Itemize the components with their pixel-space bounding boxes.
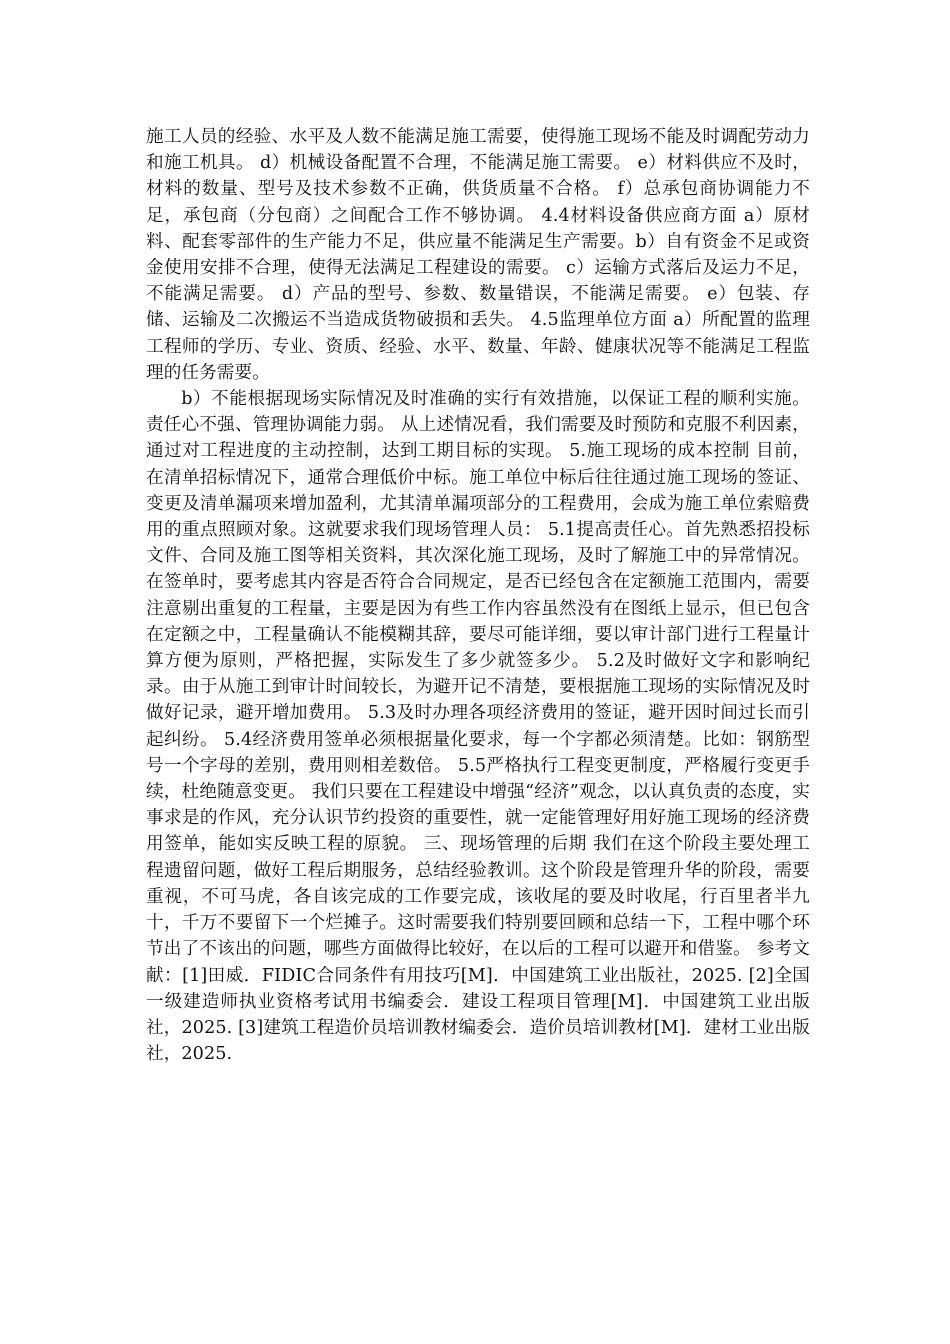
- paragraph-1: 施工人员的经验、水平及人数不能满足施工需要，使得施工现场不能及时调配劳动力和施工机具。 d）机械设备配置不合理，不能满足施工需要。 e）材料供应不及时，材料的数量、型号及技术参数不正确，供货质量不合格。 f）总承包商协调能力不足，承包商（分包商）之间配合工作不够协调。 4.4材料设备供应商方面 a）原材料、配套零部件的生产能力不足，供应量不能满足生产需要。b）自有资金不足或资金使用安排不合理，使得无法满足工程建设的需要。 c）运输方式落后及运力不足，不能满足需要。 d）产品的型号、参数、数量错误，不能满足需要。 e）包装、存储、运输及二次搬运不当造成货物破损和丢失。 4.5监理单位方面 a）所配置的监理工程师的学历、专业、资质、经验、水平、数量、年龄、健康状况等不能满足工程监理的任务需要。: [146, 127, 810, 383]
- paragraph-2: b）不能根据现场实际情况及时准确的实行有效措施，以保证工程的顺利实施。责任心不强、管理协调能力弱。 从上述情况看，我们需要及时预防和克服不利因素，通过对工程进度的主动控制，达到工期目标的实现。 5.施工现场的成本控制 目前，在清单招标情况下，通常合理低价中标。施工单位中标后往往通过施工现场的签证、变更及清单漏项来增加盈利，尤其清单漏项部分的工程费用，会成为施工单位索赔费用的重点照顾对象。这就要求我们现场管理人员： 5.1提高责任心。首先熟悉招投标文件、合同及施工图等相关资料，其次深化施工现场，及时了解施工中的异常情况。在签单时，要考虑其内容是否符合合同规定，是否已经包含在定额施工范围内，需要注意剔出重复的工程量，主要是因为有些工作内容虽然没有在图纸上显示，但已包含在定额之中，工程量确认不能模糊其辞，要尽可能详细，要以审计部门进行工程量计算方便为原则，严格把握，实际发生了多少就签多少。 5.2及时做好文字和影响纪录。由于从施工到审计时间较长，为避开记不清楚，要根据施工现场的实际情况及时做好记录，避开增加费用。 5.3及时办理各项经济费用的签证，避开因时间过长而引起纠纷。 5.4经济费用签单必须根据量化要求，每一个字都必须清楚。比如：钢筋型号一个字母的差别，费用则相差数倍。 5.5严格执行工程变更制度，严格履行变更手续，杜绝随意变更。 我们只要在工程建设中增强“经济”观念，以认真负责的态度，实事求是的作风，充分认识节约投资的重要性，就一定能管理好用好施工现场的经济费用签单，能如实反映工程的原貌。 三、现场管理的后期 我们在这个阶段主要处理工程遗留问题，做好工程后期服务，总结经验教训。这个阶段是管理升华的阶段，需要重视，不可马虎，各自该完成的工作要完成，该收尾的要及时收尾，行百里者半九十，千万不要留下一个烂摊子。这时需要我们特别要回顾和总结一下，工程中哪个环节出了不该出的问题，哪些方面做得比较好，在以后的工程可以避开和借鉴。 参考文献：[1]田威．FIDIC合同条件有用技巧[M]．中国建筑工业出版社，2025. [2]全国一级建造师执业资格考试用书编委会．建设工程项目管理[M]．中国建筑工业出版社，2025. [3]建筑工程造价员培训教材编委会．造价员培训教材[M]．建材工业出版社，2025.: [146, 389, 810, 1065]
- document-body: [146, 124, 810, 1067]
